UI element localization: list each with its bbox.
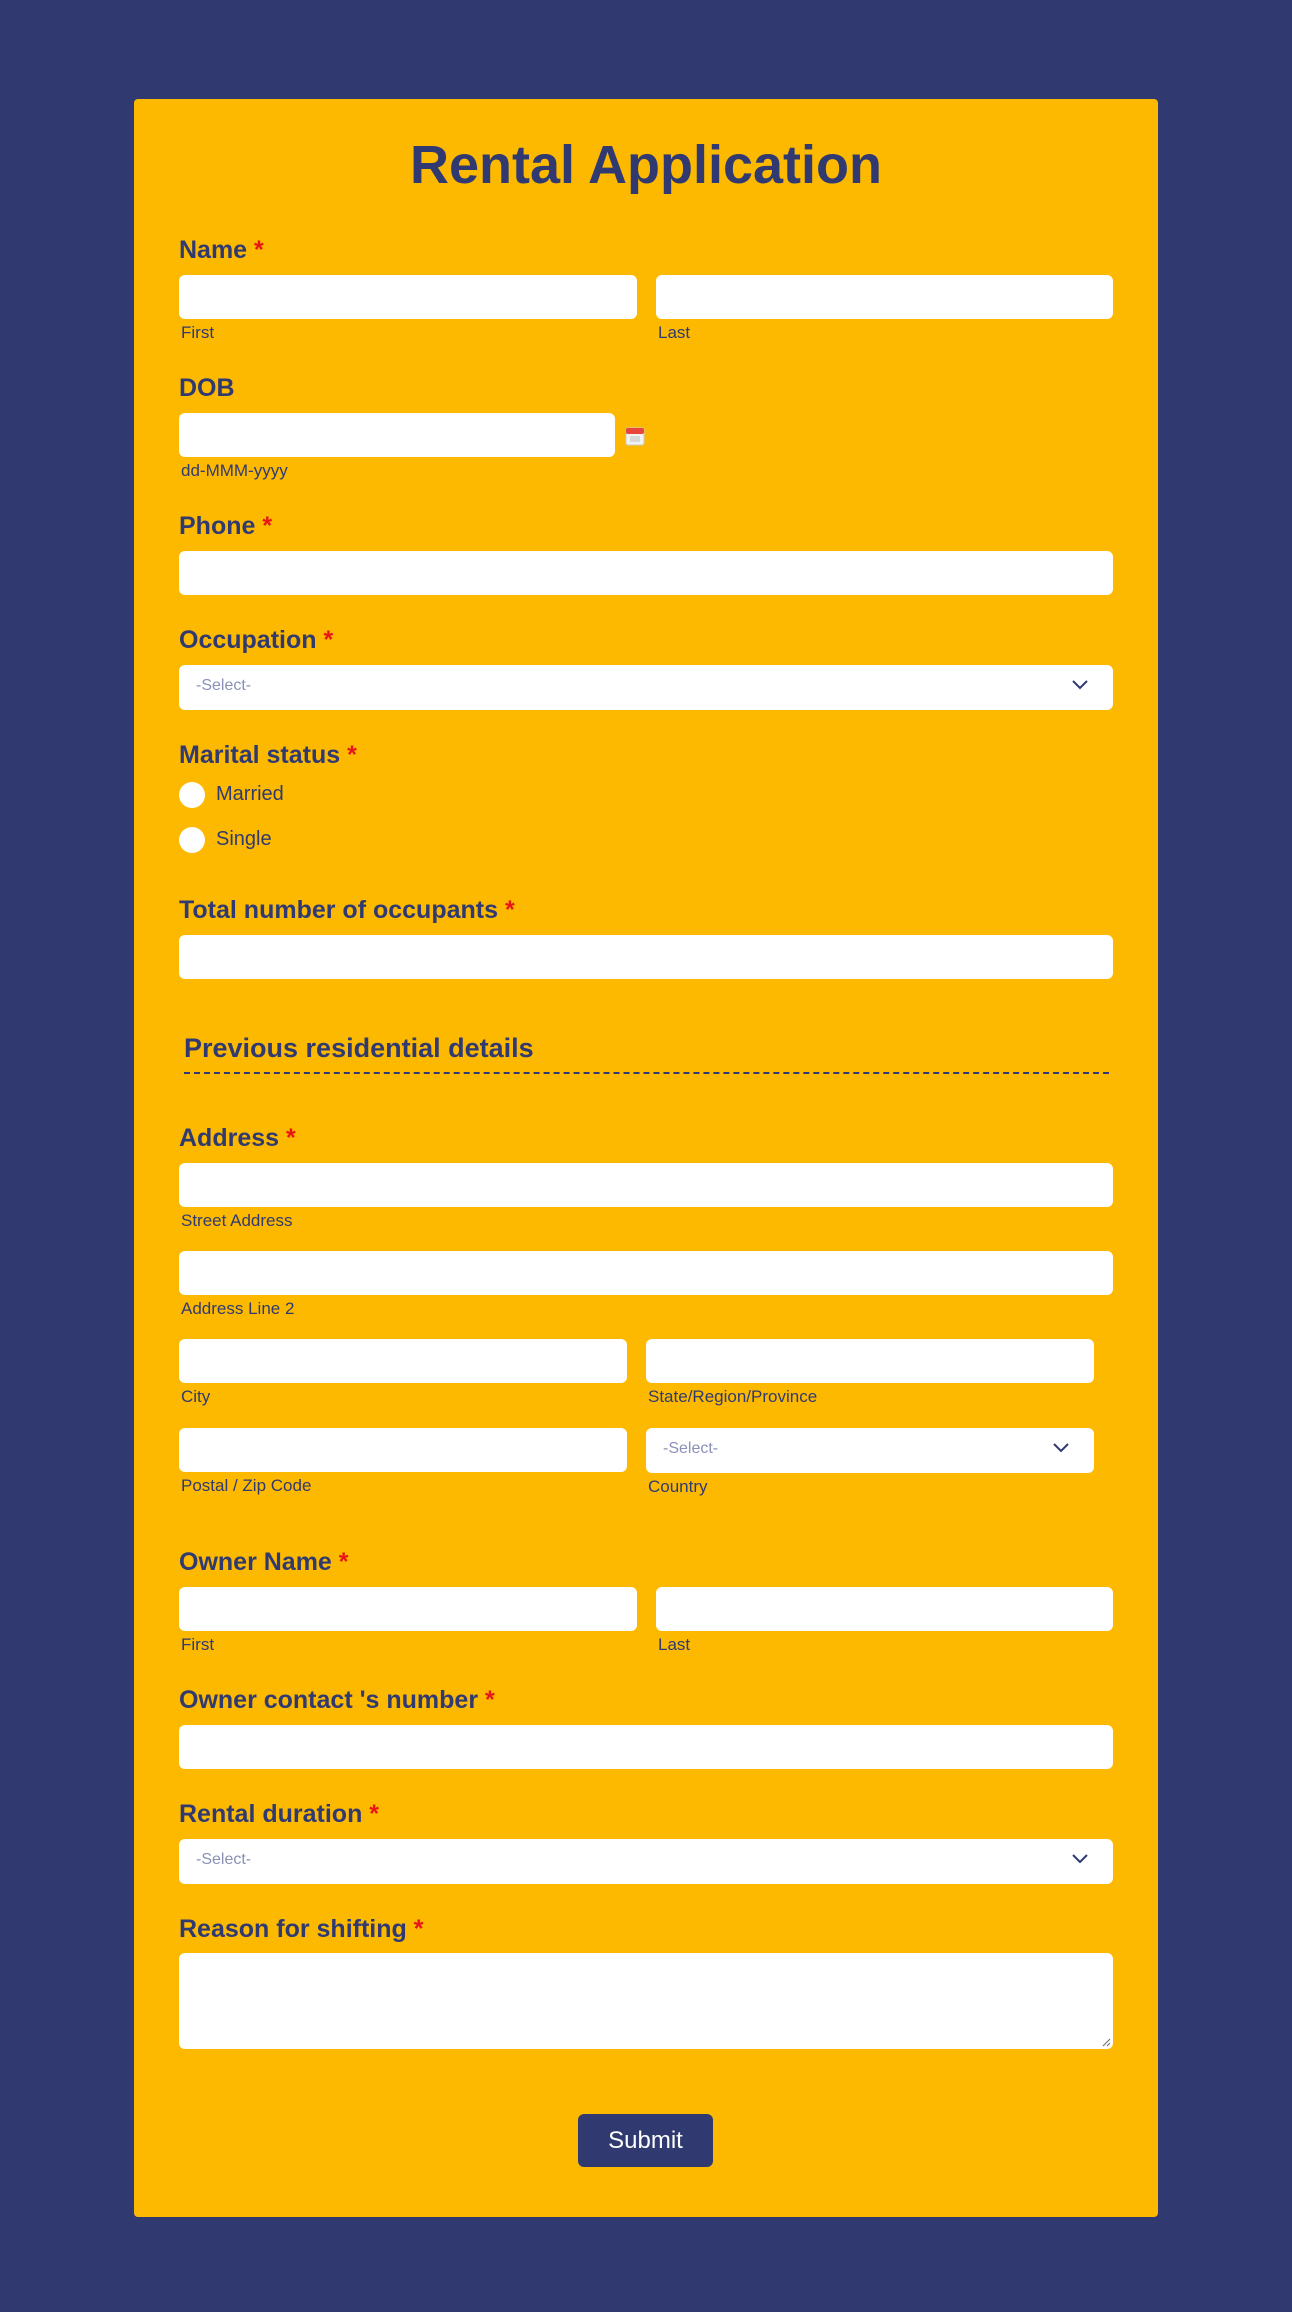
phone-input[interactable]: [179, 551, 1113, 595]
reason-label: [179, 1914, 423, 1944]
required-mark: *: [323, 626, 334, 654]
reason-label-text: Reason for shifting: [179, 1915, 407, 1943]
owner-first-name-input[interactable]: [179, 1587, 637, 1631]
reason-textarea[interactable]: [179, 1953, 1113, 2049]
owner-last-sublabel: Last: [658, 1635, 691, 1654]
phone-label-text: Phone: [179, 512, 256, 540]
country-placeholder: -Select-: [663, 1440, 719, 1457]
rental-duration-label-text: Rental duration: [179, 1800, 363, 1828]
required-mark: *: [347, 741, 357, 769]
state-input[interactable]: [646, 1339, 1094, 1383]
owner-name-label-text: Owner Name: [179, 1548, 332, 1576]
marital-label-text: Marital status: [179, 741, 341, 769]
address-label-text: Address: [179, 1124, 280, 1152]
zip-sublabel: Postal / Zip Code: [181, 1476, 312, 1495]
required-mark: *: [338, 1548, 349, 1576]
required-mark: *: [504, 896, 515, 924]
required-mark: *: [369, 1800, 380, 1828]
owner-name-label: [179, 1547, 349, 1577]
required-mark: *: [254, 236, 264, 264]
occupation-label-text: Occupation: [179, 626, 317, 654]
first-name-sublabel: First: [181, 323, 215, 342]
last-name-sublabel: Last: [658, 323, 691, 342]
marital-status-label: [179, 740, 357, 770]
dob-format-sublabel: dd-MMM-yyyy: [181, 461, 288, 480]
occupation-label: [179, 625, 333, 655]
city-input[interactable]: [179, 1339, 627, 1383]
required-mark: *: [262, 512, 273, 540]
required-mark: *: [286, 1124, 296, 1152]
city-sublabel: City: [181, 1387, 211, 1406]
radio-single[interactable]: [179, 827, 205, 853]
first-name-input[interactable]: [179, 275, 637, 319]
name-label-text: Name: [179, 236, 248, 264]
zip-input[interactable]: [179, 1428, 627, 1472]
radio-married-label: Married: [216, 783, 284, 805]
dob-input[interactable]: [179, 413, 615, 457]
chevron-down-icon: [1071, 679, 1089, 691]
owner-contact-label-text: Owner contact 's number: [179, 1686, 479, 1714]
owner-contact-input[interactable]: [179, 1725, 1113, 1769]
occupation-select[interactable]: [179, 665, 1113, 710]
name-label: [179, 235, 264, 265]
occupants-input[interactable]: [179, 935, 1113, 979]
form-card: [134, 99, 1158, 2217]
country-sublabel: Country: [648, 1477, 708, 1496]
section-header-previous-residence: Previous residential details: [184, 1032, 1109, 1074]
owner-first-sublabel: First: [181, 1635, 215, 1654]
occupants-label-text: Total number of occupants: [179, 896, 498, 924]
address-label: [179, 1123, 296, 1153]
rental-duration-placeholder: -Select-: [196, 1851, 252, 1868]
radio-married[interactable]: [179, 782, 205, 808]
rental-duration-select[interactable]: [179, 1839, 1113, 1884]
owner-last-name-input[interactable]: [656, 1587, 1113, 1631]
address-line2-input[interactable]: [179, 1251, 1113, 1295]
dob-label: DOB: [179, 374, 235, 402]
resize-grip-icon[interactable]: [1101, 2037, 1111, 2047]
occupants-label: [179, 895, 515, 925]
submit-button[interactable]: Submit: [578, 2114, 713, 2167]
rental-duration-label: [179, 1799, 379, 1829]
phone-label: [179, 511, 272, 541]
last-name-input[interactable]: [656, 275, 1113, 319]
address-line2-sublabel: Address Line 2: [181, 1299, 295, 1318]
chevron-down-icon: [1071, 1853, 1089, 1865]
street-address-input[interactable]: [179, 1163, 1113, 1207]
calendar-icon[interactable]: [625, 426, 645, 446]
form-title: Rental Application: [409, 135, 883, 195]
chevron-down-icon: [1052, 1442, 1070, 1454]
required-mark: *: [413, 1915, 424, 1943]
state-sublabel: State/Region/Province: [648, 1387, 818, 1406]
country-select[interactable]: [646, 1428, 1094, 1473]
street-address-sublabel: Street Address: [181, 1211, 293, 1230]
radio-single-label: Single: [216, 828, 272, 850]
required-mark: *: [485, 1686, 495, 1714]
occupation-placeholder: -Select-: [196, 677, 252, 694]
owner-contact-label: [179, 1685, 495, 1715]
